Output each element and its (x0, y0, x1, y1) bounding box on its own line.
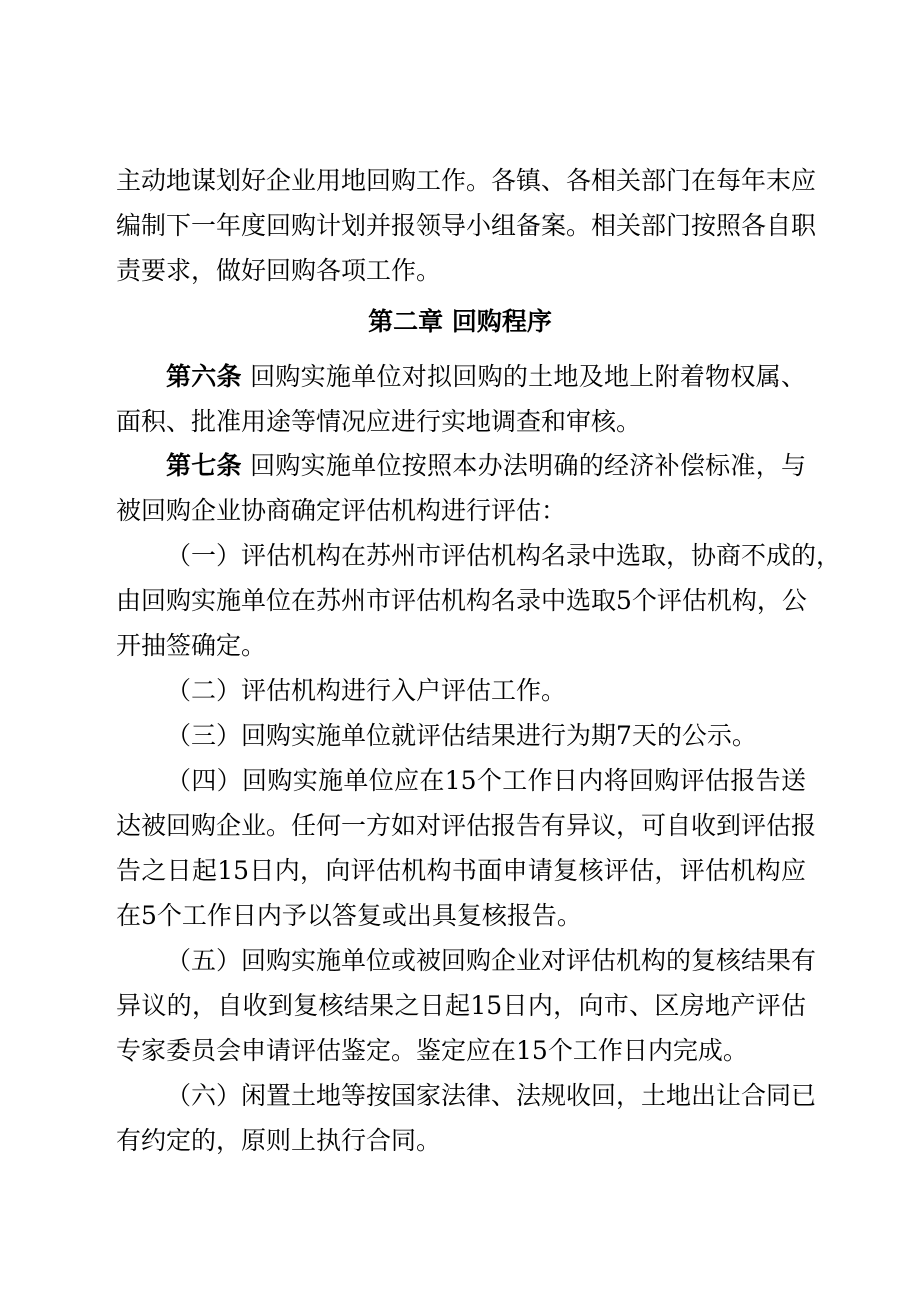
item-4-line: 在5个工作日内予以答复或出具复核报告。 (116, 901, 582, 930)
article-6-line (166, 362, 806, 392)
article-7-line (166, 451, 806, 481)
paragraph-line: 编制下一年度回购计划并报领导小组备案。相关部门按照各自职 (116, 211, 817, 240)
item-5-line: （五）回购实施单位或被回购企业对评估机构的复核结果有 (166, 946, 817, 975)
article-6-line-2: 面积、批准用途等情况应进行实地调查和审核。 (116, 407, 642, 436)
article-6-heading: 第六条 (166, 362, 242, 391)
item-4-line: （四）回购实施单位应在15个工作日内将回购评估报告送 (166, 766, 806, 795)
item-3-line: （三）回购实施单位就评估结果进行为期7天的公示。 (166, 721, 757, 750)
item-1-line: 开抽签确定。 (116, 631, 267, 660)
paragraph-line: 责要求，做好回购各项工作。 (116, 256, 442, 285)
article-7-text: 回购实施单位按照本办法明确的经济补偿标准，与 (250, 451, 806, 480)
article-7-line-2: 被回购企业协商确定评估机构进行评估： (116, 496, 567, 525)
item-1-line: 由回购实施单位在苏州市评估机构名录中选取5个评估机构，公 (116, 586, 807, 615)
item-1-line: （一）评估机构在苏州市评估机构名录中选取，协商不成的， (166, 541, 842, 570)
item-2-line: （二）评估机构进行入户评估工作。 (166, 676, 567, 705)
item-5-line: 异议的，自收到复核结果之日起15日内，向市、区房地产评估 (116, 991, 806, 1020)
article-6-text: 回购实施单位对拟回购的土地及地上附着物权属、 (250, 362, 806, 391)
item-5-line: 专家委员会申请评估鉴定。鉴定应在15个工作日内完成。 (116, 1036, 748, 1065)
item-6-line: （六）闲置土地等按国家法律、法规收回，土地出让合同已 (166, 1081, 817, 1110)
chapter-title: 第二章 回购程序 (368, 307, 552, 336)
item-4-line: 告之日起15日内，向评估机构书面申请复核评估，评估机构应 (116, 856, 806, 885)
item-6-line: 有约定的，原则上执行合同。 (116, 1126, 442, 1155)
item-4-line: 达被回购企业。任何一方如对评估报告有异议，可自收到评估报 (116, 811, 817, 840)
paragraph-line: 主动地谋划好企业用地回购工作。各镇、各相关部门在每年末应 (116, 166, 817, 195)
article-7-heading: 第七条 (166, 451, 242, 480)
